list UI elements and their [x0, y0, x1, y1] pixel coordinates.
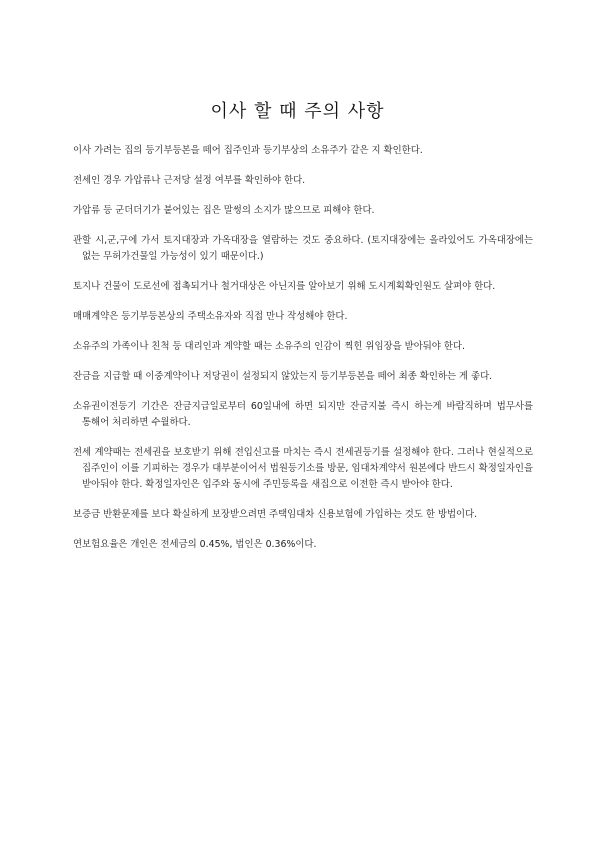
paragraph-5: 토지나 건물이 도로선에 접촉되거나 철거대상은 아닌지를 알아보기 위해 도시계획확인원도 살펴야 한다.	[73, 281, 496, 292]
paragraph-12: 연보험요율은 개인은 전세금의 0.45%, 법인은 0.36%이다.	[73, 539, 317, 550]
paragraph-4: 관할 시,군,구에 가서 토지대장과 가옥대장을 열람하는 것도 중요하다. (토지대장에는 올라있어도 가옥대장에는 없는 무허가건물일 가능성이 있기 때문이다.)	[73, 235, 533, 262]
paragraph-11: 보증금 반환문제를 보다 확실하게 보장받으려면 주택임대차 신용보험에 가입하는 것도 한 방법이다.	[73, 509, 478, 520]
paragraph-8: 잔금을 지급할 때 이중계약이나 저당권이 설정되지 않았는지 등기부등본을 떼어 최종 확인하는 게 좋다.	[73, 371, 493, 382]
paragraph-2: 전세인 경우 가압류나 근저당 설정 여부를 확인하야 한다.	[73, 175, 306, 186]
paragraph-3: 가압류 등 군더더기가 붙어있는 집은 말썽의 소지가 많으므로 피해야 한다.	[73, 205, 375, 216]
paragraph-9: 소유권이전등기 기간은 잔금지급일로부터 60일내에 하면 되지만 잔금지불 즉시 하는게 바람직하며 법무사를 통해어 처리하면 수월하다.	[73, 401, 533, 428]
document-body	[73, 143, 533, 567]
paragraph-1: 이사 가려는 집의 등기부등본을 떼어 집주인과 등기부상의 소유주가 같은 지 확인한다.	[73, 145, 423, 156]
paragraph-10: 전세 계약때는 전세권을 보호받기 위해 전입신고를 마치는 즉시 전세권등기를 설정해야 한다. 그러나 현실적으로 집주인이 이를 기피하는 경우가 대부분이어서 법원등기소를 방문, 임대차계약서 원본에다 반드시 확정일자인을 받아둬야 한다. 확정일자인은 입주와 동시에 주민등록을 새집으로 이전한 즉시 받아야 한다.	[73, 447, 533, 490]
paragraph-7: 소유주의 가족이나 친척 등 대리인과 계약할 때는 소유주의 인감이 찍힌 위임장을 받아둬야 한다.	[73, 341, 465, 352]
page-title: 이사 할 때 주의 사항	[210, 101, 385, 122]
paragraph-6: 매매계약은 등기부등본상의 주택소유자와 직접 만나 작성해야 한다.	[73, 311, 348, 322]
